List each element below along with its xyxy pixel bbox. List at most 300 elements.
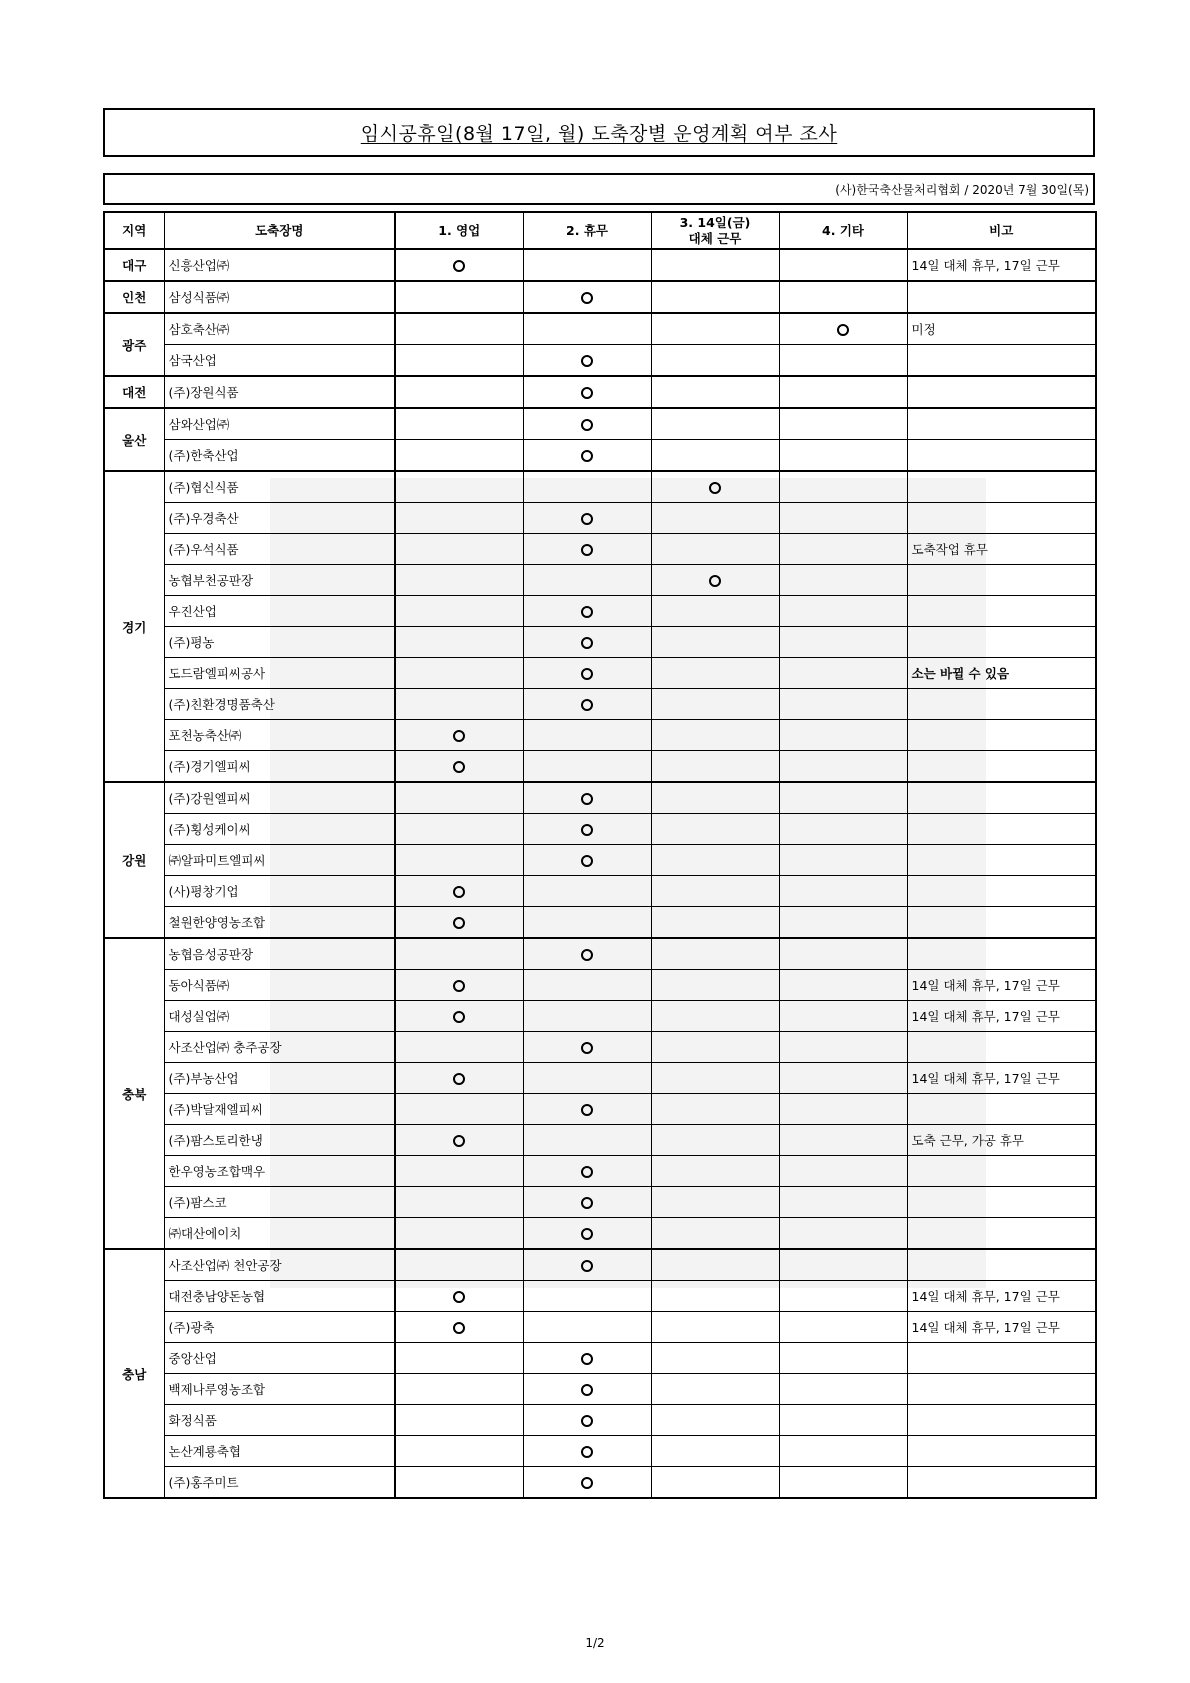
table-row xyxy=(104,440,1096,472)
circle-mark-icon xyxy=(581,355,593,367)
slaughterhouse-name: (주)팜스코 xyxy=(164,1187,395,1218)
other-cell xyxy=(779,782,907,814)
substitute-cell xyxy=(651,1125,779,1156)
open-cell xyxy=(395,565,523,596)
other-cell xyxy=(779,1281,907,1312)
circle-mark-icon xyxy=(581,793,593,805)
table-row xyxy=(104,970,1096,1001)
open-cell xyxy=(395,720,523,751)
note-cell: 도축작업 휴무 xyxy=(907,534,1096,565)
closed-cell xyxy=(523,249,651,281)
substitute-cell xyxy=(651,440,779,472)
circle-mark-icon xyxy=(581,450,593,462)
other-cell xyxy=(779,845,907,876)
table-row xyxy=(104,1467,1096,1499)
header-substitute-line1: 3. 14일(금) xyxy=(679,214,751,230)
other-cell xyxy=(779,534,907,565)
slaughterhouse-name: 대전충남양돈농협 xyxy=(164,1281,395,1312)
table-row xyxy=(104,534,1096,565)
closed-cell xyxy=(523,1094,651,1125)
closed-cell xyxy=(523,440,651,472)
slaughterhouse-name: (주)강원엘피씨 xyxy=(164,782,395,814)
region-cell: 광주 xyxy=(104,313,164,376)
note-cell xyxy=(907,751,1096,783)
other-cell xyxy=(779,658,907,689)
header-substitute xyxy=(651,212,779,249)
note-cell xyxy=(907,1249,1096,1281)
open-cell xyxy=(395,876,523,907)
slaughterhouse-name: 동아식품㈜ xyxy=(164,970,395,1001)
circle-mark-icon xyxy=(581,606,593,618)
slaughterhouse-name: (주)횡성케이씨 xyxy=(164,814,395,845)
open-cell xyxy=(395,751,523,783)
closed-cell xyxy=(523,1156,651,1187)
slaughterhouse-name: 삼성식품㈜ xyxy=(164,281,395,313)
substitute-cell xyxy=(651,376,779,408)
table-row xyxy=(104,596,1096,627)
region-cell: 대전 xyxy=(104,376,164,408)
note-cell: 14일 대체 휴무, 17일 근무 xyxy=(907,1001,1096,1032)
table-row xyxy=(104,565,1096,596)
other-cell xyxy=(779,938,907,970)
substitute-cell xyxy=(651,1312,779,1343)
slaughterhouse-name: 대성실업㈜ xyxy=(164,1001,395,1032)
substitute-cell xyxy=(651,689,779,720)
region-cell: 충북 xyxy=(104,938,164,1249)
table-row xyxy=(104,876,1096,907)
substitute-cell xyxy=(651,1001,779,1032)
other-cell xyxy=(779,1001,907,1032)
substitute-cell xyxy=(651,1405,779,1436)
closed-cell xyxy=(523,1467,651,1499)
circle-mark-icon xyxy=(581,668,593,680)
closed-cell xyxy=(523,596,651,627)
closed-cell xyxy=(523,876,651,907)
substitute-cell xyxy=(651,313,779,345)
note-cell xyxy=(907,408,1096,440)
slaughterhouse-name: 포천농축산㈜ xyxy=(164,720,395,751)
substitute-cell xyxy=(651,970,779,1001)
closed-cell xyxy=(523,471,651,503)
region-cell: 울산 xyxy=(104,408,164,471)
slaughterhouse-name: (주)협신식품 xyxy=(164,471,395,503)
table-row xyxy=(104,249,1096,281)
survey-table xyxy=(103,211,1097,1499)
closed-cell xyxy=(523,408,651,440)
region-cell: 인천 xyxy=(104,281,164,313)
other-cell xyxy=(779,814,907,845)
note-cell: 14일 대체 휴무, 17일 근무 xyxy=(907,1063,1096,1094)
slaughterhouse-name: (주)한축산업 xyxy=(164,440,395,472)
closed-cell xyxy=(523,1187,651,1218)
open-cell xyxy=(395,658,523,689)
open-cell xyxy=(395,1312,523,1343)
open-cell xyxy=(395,281,523,313)
table-row xyxy=(104,814,1096,845)
note-cell xyxy=(907,627,1096,658)
substitute-cell xyxy=(651,249,779,281)
slaughterhouse-name: 신흥산업㈜ xyxy=(164,249,395,281)
open-cell xyxy=(395,907,523,939)
region-cell: 대구 xyxy=(104,249,164,281)
slaughterhouse-name: (주)친환경명품축산 xyxy=(164,689,395,720)
note-cell xyxy=(907,376,1096,408)
substitute-cell xyxy=(651,938,779,970)
open-cell xyxy=(395,376,523,408)
substitute-cell xyxy=(651,1063,779,1094)
slaughterhouse-name: ㈜대산에이치 xyxy=(164,1218,395,1250)
slaughterhouse-name: 삼와산업㈜ xyxy=(164,408,395,440)
note-cell xyxy=(907,1032,1096,1063)
circle-mark-icon xyxy=(453,1073,465,1085)
substitute-cell xyxy=(651,720,779,751)
slaughterhouse-name: 한우영농조합맥우 xyxy=(164,1156,395,1187)
circle-mark-icon xyxy=(581,292,593,304)
note-cell xyxy=(907,814,1096,845)
substitute-cell xyxy=(651,534,779,565)
slaughterhouse-name: 농협부천공판장 xyxy=(164,565,395,596)
slaughterhouse-name: ㈜알파미트엘피씨 xyxy=(164,845,395,876)
closed-cell xyxy=(523,658,651,689)
open-cell xyxy=(395,627,523,658)
closed-cell xyxy=(523,345,651,377)
substitute-cell xyxy=(651,1094,779,1125)
note-cell: 도축 근무, 가공 휴무 xyxy=(907,1125,1096,1156)
substitute-cell xyxy=(651,1281,779,1312)
slaughterhouse-name: 백제나루영농조합 xyxy=(164,1374,395,1405)
other-cell xyxy=(779,408,907,440)
slaughterhouse-name: (사)평창기업 xyxy=(164,876,395,907)
open-cell xyxy=(395,1374,523,1405)
closed-cell xyxy=(523,845,651,876)
note-cell xyxy=(907,938,1096,970)
closed-cell xyxy=(523,503,651,534)
circle-mark-icon xyxy=(709,482,721,494)
table-row xyxy=(104,408,1096,440)
substitute-cell xyxy=(651,596,779,627)
note-cell: 14일 대체 휴무, 17일 근무 xyxy=(907,970,1096,1001)
circle-mark-icon xyxy=(581,1042,593,1054)
table-row xyxy=(104,1218,1096,1250)
note-cell xyxy=(907,782,1096,814)
closed-cell xyxy=(523,534,651,565)
circle-mark-icon xyxy=(453,980,465,992)
table-row xyxy=(104,313,1096,345)
substitute-cell xyxy=(651,471,779,503)
circle-mark-icon xyxy=(581,1415,593,1427)
circle-mark-icon xyxy=(453,1011,465,1023)
other-cell xyxy=(779,1405,907,1436)
header-note: 비고 xyxy=(907,212,1096,249)
note-cell xyxy=(907,1094,1096,1125)
other-cell xyxy=(779,970,907,1001)
region-cell: 강원 xyxy=(104,782,164,938)
table-row xyxy=(104,845,1096,876)
note-cell xyxy=(907,1187,1096,1218)
slaughterhouse-name: 사조산업㈜ 천안공장 xyxy=(164,1249,395,1281)
note-cell xyxy=(907,1405,1096,1436)
substitute-cell xyxy=(651,907,779,939)
circle-mark-icon xyxy=(581,949,593,961)
open-cell xyxy=(395,503,523,534)
open-cell xyxy=(395,1187,523,1218)
closed-cell xyxy=(523,1125,651,1156)
other-cell xyxy=(779,1125,907,1156)
other-cell xyxy=(779,503,907,534)
circle-mark-icon xyxy=(581,1353,593,1365)
other-cell xyxy=(779,1094,907,1125)
other-cell xyxy=(779,689,907,720)
slaughterhouse-name: (주)우석식품 xyxy=(164,534,395,565)
table-row xyxy=(104,1156,1096,1187)
open-cell xyxy=(395,845,523,876)
note-cell xyxy=(907,1467,1096,1499)
slaughterhouse-name: (주)부농산업 xyxy=(164,1063,395,1094)
circle-mark-icon xyxy=(581,419,593,431)
closed-cell xyxy=(523,1032,651,1063)
open-cell xyxy=(395,1125,523,1156)
note-cell: 14일 대체 휴무, 17일 근무 xyxy=(907,1312,1096,1343)
slaughterhouse-name: 농협음성공판장 xyxy=(164,938,395,970)
table-row xyxy=(104,1405,1096,1436)
slaughterhouse-name: 삼호축산㈜ xyxy=(164,313,395,345)
substitute-cell xyxy=(651,1218,779,1250)
note-cell xyxy=(907,596,1096,627)
closed-cell xyxy=(523,907,651,939)
circle-mark-icon xyxy=(453,1291,465,1303)
other-cell xyxy=(779,1218,907,1250)
note-cell xyxy=(907,281,1096,313)
circle-mark-icon xyxy=(453,730,465,742)
region-cell: 경기 xyxy=(104,471,164,782)
closed-cell xyxy=(523,565,651,596)
table-row xyxy=(104,1032,1096,1063)
open-cell xyxy=(395,345,523,377)
slaughterhouse-name: 도드람엘피씨공사 xyxy=(164,658,395,689)
circle-mark-icon xyxy=(453,1322,465,1334)
open-cell xyxy=(395,440,523,472)
closed-cell xyxy=(523,1218,651,1250)
title-box xyxy=(103,108,1095,157)
note-cell xyxy=(907,876,1096,907)
other-cell xyxy=(779,281,907,313)
closed-cell xyxy=(523,1281,651,1312)
open-cell xyxy=(395,1467,523,1499)
circle-mark-icon xyxy=(581,855,593,867)
circle-mark-icon xyxy=(581,513,593,525)
header-other: 4. 기타 xyxy=(779,212,907,249)
open-cell xyxy=(395,249,523,281)
table-row xyxy=(104,1125,1096,1156)
circle-mark-icon xyxy=(581,1384,593,1396)
slaughterhouse-name: 논산계룡축협 xyxy=(164,1436,395,1467)
slaughterhouse-name: (주)홍주미트 xyxy=(164,1467,395,1499)
organization-date-line: (사)한국축산물처리협회 / 2020년 7월 30일(목) xyxy=(835,182,1089,197)
other-cell xyxy=(779,345,907,377)
other-cell xyxy=(779,249,907,281)
substitute-cell xyxy=(651,1249,779,1281)
open-cell xyxy=(395,1343,523,1374)
open-cell xyxy=(395,1001,523,1032)
table-row xyxy=(104,689,1096,720)
table-row xyxy=(104,782,1096,814)
circle-mark-icon xyxy=(581,544,593,556)
open-cell xyxy=(395,814,523,845)
substitute-cell xyxy=(651,1436,779,1467)
slaughterhouse-name: 사조산업㈜ 충주공장 xyxy=(164,1032,395,1063)
closed-cell xyxy=(523,938,651,970)
open-cell xyxy=(395,408,523,440)
closed-cell xyxy=(523,1343,651,1374)
table-row xyxy=(104,938,1096,970)
page-number: 1/2 xyxy=(585,1636,605,1650)
table-row xyxy=(104,1281,1096,1312)
circle-mark-icon xyxy=(581,1446,593,1458)
document-title: 임시공휴일(8월 17일, 월) 도축장별 운영계획 여부 조사 xyxy=(360,123,838,145)
circle-mark-icon xyxy=(581,824,593,836)
closed-cell xyxy=(523,689,651,720)
other-cell xyxy=(779,1374,907,1405)
note-cell xyxy=(907,565,1096,596)
note-cell: 미정 xyxy=(907,313,1096,345)
other-cell xyxy=(779,720,907,751)
other-cell xyxy=(779,440,907,472)
table-row xyxy=(104,1343,1096,1374)
header-name: 도축장명 xyxy=(164,212,395,249)
note-cell xyxy=(907,845,1096,876)
closed-cell xyxy=(523,1249,651,1281)
circle-mark-icon xyxy=(581,1197,593,1209)
table-row xyxy=(104,376,1096,408)
closed-cell xyxy=(523,313,651,345)
other-cell xyxy=(779,1343,907,1374)
other-cell xyxy=(779,313,907,345)
circle-mark-icon xyxy=(581,1260,593,1272)
slaughterhouse-name: (주)광축 xyxy=(164,1312,395,1343)
table-row xyxy=(104,345,1096,377)
circle-mark-icon xyxy=(837,324,849,336)
closed-cell xyxy=(523,751,651,783)
open-cell xyxy=(395,1094,523,1125)
slaughterhouse-name: (주)팜스토리한냉 xyxy=(164,1125,395,1156)
open-cell xyxy=(395,1281,523,1312)
closed-cell xyxy=(523,814,651,845)
table-row xyxy=(104,720,1096,751)
header-open: 1. 영업 xyxy=(395,212,523,249)
substitute-cell xyxy=(651,658,779,689)
open-cell xyxy=(395,1436,523,1467)
other-cell xyxy=(779,1249,907,1281)
substitute-cell xyxy=(651,845,779,876)
other-cell xyxy=(779,1187,907,1218)
table-row xyxy=(104,1094,1096,1125)
circle-mark-icon xyxy=(453,917,465,929)
note-cell: 14일 대체 휴무, 17일 근무 xyxy=(907,1281,1096,1312)
circle-mark-icon xyxy=(453,260,465,272)
circle-mark-icon xyxy=(709,575,721,587)
circle-mark-icon xyxy=(453,761,465,773)
table-body xyxy=(104,249,1096,1498)
header-row xyxy=(104,212,1096,249)
table-row xyxy=(104,751,1096,783)
note-cell xyxy=(907,345,1096,377)
substitute-cell xyxy=(651,281,779,313)
open-cell xyxy=(395,970,523,1001)
open-cell xyxy=(395,534,523,565)
open-cell xyxy=(395,938,523,970)
closed-cell xyxy=(523,970,651,1001)
substitute-cell xyxy=(651,565,779,596)
circle-mark-icon xyxy=(581,387,593,399)
other-cell xyxy=(779,1156,907,1187)
table-row xyxy=(104,907,1096,939)
closed-cell xyxy=(523,1312,651,1343)
table-row xyxy=(104,1249,1096,1281)
open-cell xyxy=(395,1063,523,1094)
slaughterhouse-name: (주)경기엘피씨 xyxy=(164,751,395,783)
other-cell xyxy=(779,1436,907,1467)
open-cell xyxy=(395,1405,523,1436)
substitute-cell xyxy=(651,408,779,440)
slaughterhouse-name: 중앙산업 xyxy=(164,1343,395,1374)
table-row xyxy=(104,1374,1096,1405)
slaughterhouse-name: (주)우경축산 xyxy=(164,503,395,534)
closed-cell xyxy=(523,1001,651,1032)
slaughterhouse-name: (주)박달재엘피씨 xyxy=(164,1094,395,1125)
open-cell xyxy=(395,1156,523,1187)
other-cell xyxy=(779,1312,907,1343)
table-row xyxy=(104,503,1096,534)
closed-cell xyxy=(523,1063,651,1094)
note-cell xyxy=(907,1156,1096,1187)
open-cell xyxy=(395,782,523,814)
substitute-cell xyxy=(651,814,779,845)
circle-mark-icon xyxy=(581,1166,593,1178)
slaughterhouse-name: 우진산업 xyxy=(164,596,395,627)
open-cell xyxy=(395,596,523,627)
open-cell xyxy=(395,471,523,503)
closed-cell xyxy=(523,1374,651,1405)
note-cell xyxy=(907,720,1096,751)
substitute-cell xyxy=(651,1156,779,1187)
substitute-cell xyxy=(651,1343,779,1374)
table-row xyxy=(104,658,1096,689)
note-cell xyxy=(907,1374,1096,1405)
note-cell: 14일 대체 휴무, 17일 근무 xyxy=(907,249,1096,281)
table-row xyxy=(104,1187,1096,1218)
closed-cell xyxy=(523,627,651,658)
note-cell xyxy=(907,471,1096,503)
open-cell xyxy=(395,1249,523,1281)
header-substitute-line2: 대체 근무 xyxy=(688,230,742,246)
open-cell xyxy=(395,313,523,345)
table-row xyxy=(104,627,1096,658)
note-cell xyxy=(907,689,1096,720)
substitute-cell xyxy=(651,782,779,814)
closed-cell xyxy=(523,281,651,313)
substitute-cell xyxy=(651,1467,779,1499)
substitute-cell xyxy=(651,751,779,783)
other-cell xyxy=(779,596,907,627)
note-cell xyxy=(907,440,1096,472)
open-cell xyxy=(395,1218,523,1250)
other-cell xyxy=(779,376,907,408)
circle-mark-icon xyxy=(581,1477,593,1489)
closed-cell xyxy=(523,1436,651,1467)
other-cell xyxy=(779,1467,907,1499)
circle-mark-icon xyxy=(581,637,593,649)
other-cell xyxy=(779,751,907,783)
